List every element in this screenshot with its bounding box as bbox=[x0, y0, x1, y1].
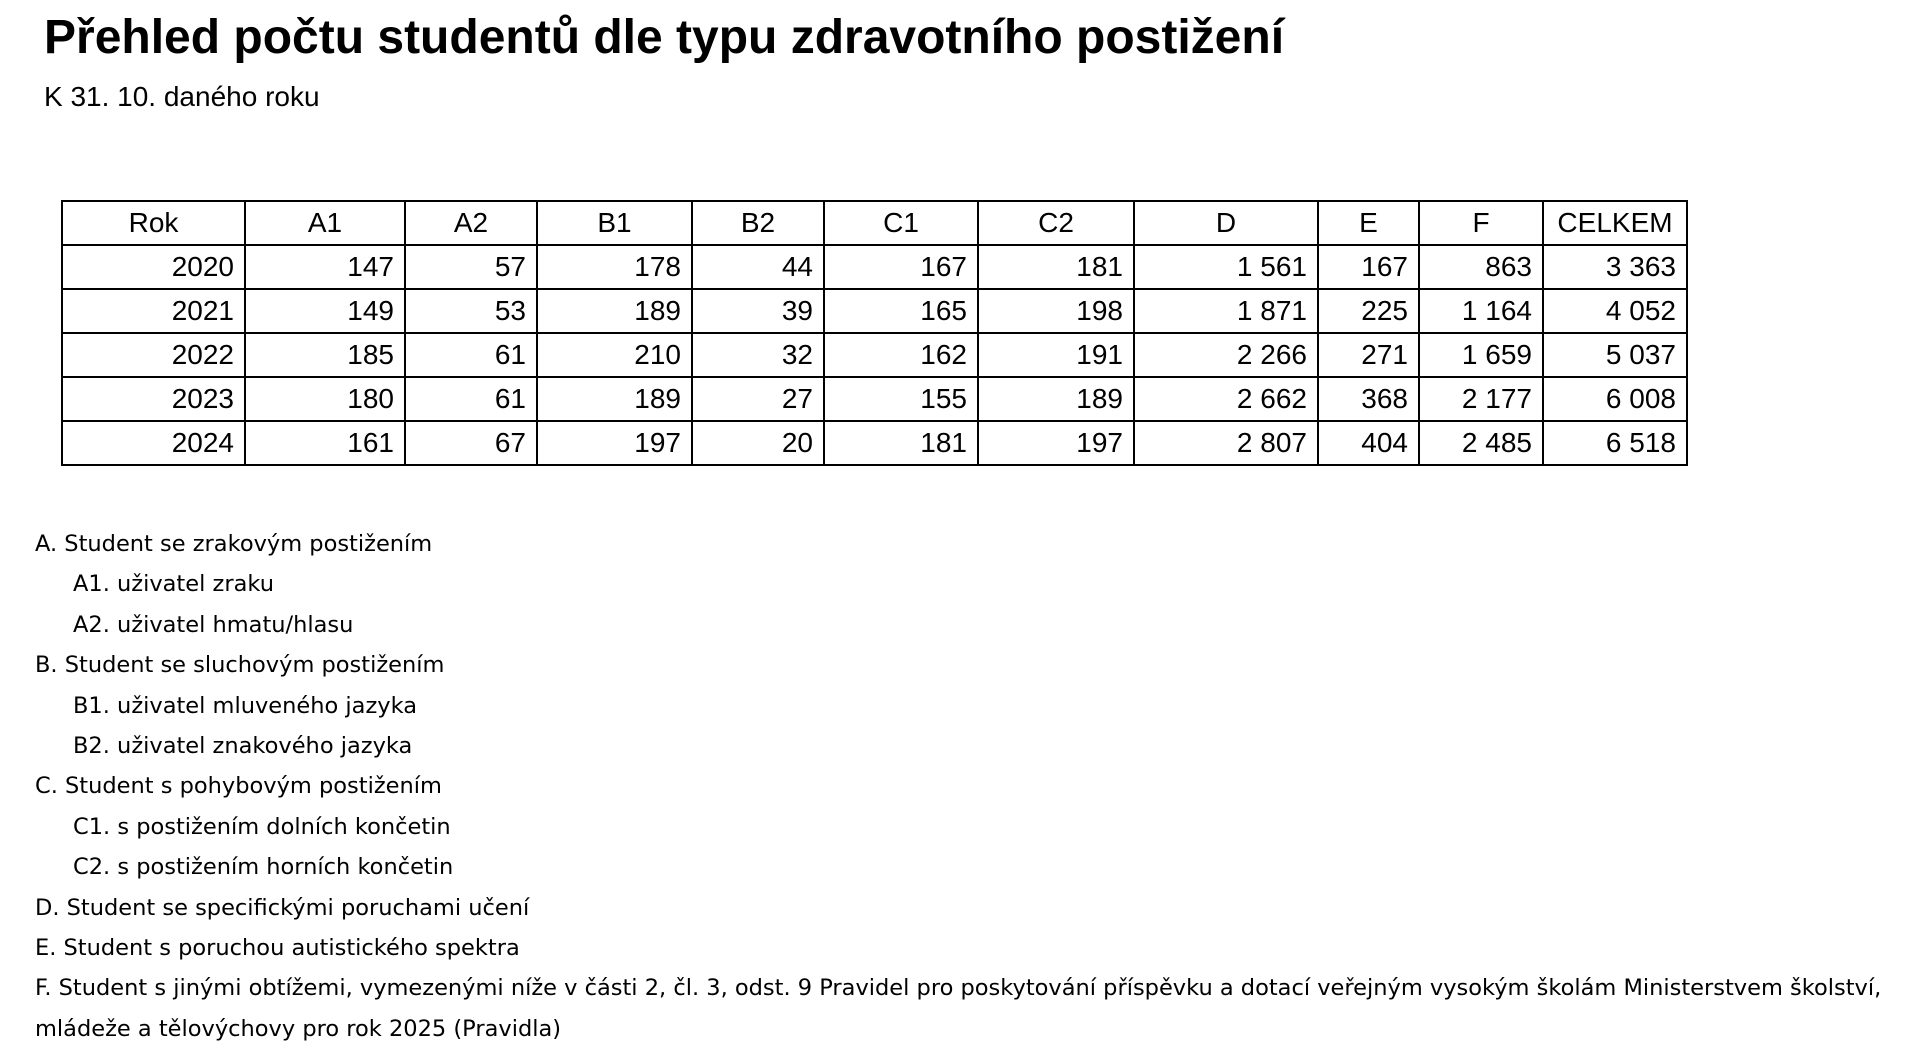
table-row bbox=[62, 421, 1687, 465]
table-header bbox=[62, 201, 1687, 245]
value-cell: 197 bbox=[978, 421, 1134, 465]
year-cell: 2023 bbox=[62, 377, 245, 421]
value-cell: 2 177 bbox=[1419, 377, 1543, 421]
page-title: Přehled počtu studentů dle typu zdravotního postižení bbox=[44, 11, 1285, 64]
value-cell: 181 bbox=[824, 421, 978, 465]
column-header: D bbox=[1134, 201, 1318, 245]
value-cell: 165 bbox=[824, 289, 978, 333]
legend-item: D. Student se specifickými poruchami učení bbox=[35, 894, 530, 921]
legend-item: A1. uživatel zraku bbox=[73, 571, 274, 598]
value-cell: 189 bbox=[537, 377, 692, 421]
value-cell: 1 164 bbox=[1419, 289, 1543, 333]
value-cell: 3 363 bbox=[1543, 245, 1687, 289]
value-cell: 1 561 bbox=[1134, 245, 1318, 289]
value-cell: 39 bbox=[692, 289, 824, 333]
column-header: C2 bbox=[978, 201, 1134, 245]
year-cell: 2020 bbox=[62, 245, 245, 289]
value-cell: 67 bbox=[405, 421, 537, 465]
value-cell: 61 bbox=[405, 377, 537, 421]
value-cell: 2 662 bbox=[1134, 377, 1318, 421]
value-cell: 189 bbox=[537, 289, 692, 333]
legend bbox=[35, 524, 1915, 1049]
value-cell: 44 bbox=[692, 245, 824, 289]
legend-item: C1. s postižením dolních končetin bbox=[73, 813, 451, 840]
value-cell: 57 bbox=[405, 245, 537, 289]
header-row bbox=[62, 201, 1687, 245]
column-header: B1 bbox=[537, 201, 692, 245]
value-cell: 2 807 bbox=[1134, 421, 1318, 465]
year-cell: 2022 bbox=[62, 333, 245, 377]
value-cell: 162 bbox=[824, 333, 978, 377]
value-cell: 197 bbox=[537, 421, 692, 465]
year-cell: 2021 bbox=[62, 289, 245, 333]
value-cell: 271 bbox=[1318, 333, 1419, 377]
column-header: B2 bbox=[692, 201, 824, 245]
value-cell: 181 bbox=[978, 245, 1134, 289]
value-cell: 147 bbox=[245, 245, 405, 289]
value-cell: 191 bbox=[978, 333, 1134, 377]
value-cell: 178 bbox=[537, 245, 692, 289]
legend-item: C2. s postižením horních končetin bbox=[73, 854, 454, 881]
value-cell: 1 659 bbox=[1419, 333, 1543, 377]
value-cell: 161 bbox=[245, 421, 405, 465]
legend-item: C. Student s pohybovým postižením bbox=[35, 773, 442, 800]
legend-item: F. Student s jinými obtížemi, vymezenými níže v části 2, čl. 3, odst. 9 Pravidel pro poskytování příspěvku a dotací veřejným vysokým školám Ministerstvem školství, mládeže a tělovýchovy pro rok 2025 (Pravidla) bbox=[35, 975, 1882, 1042]
value-cell: 32 bbox=[692, 333, 824, 377]
value-cell: 4 052 bbox=[1543, 289, 1687, 333]
column-header: Rok bbox=[62, 201, 245, 245]
value-cell: 180 bbox=[245, 377, 405, 421]
column-header: A2 bbox=[405, 201, 537, 245]
legend-item: B. Student se sluchovým postižením bbox=[35, 652, 445, 679]
column-header: F bbox=[1419, 201, 1543, 245]
value-cell: 225 bbox=[1318, 289, 1419, 333]
value-cell: 404 bbox=[1318, 421, 1419, 465]
value-cell: 210 bbox=[537, 333, 692, 377]
students-table bbox=[61, 200, 1688, 466]
value-cell: 198 bbox=[978, 289, 1134, 333]
value-cell: 2 266 bbox=[1134, 333, 1318, 377]
column-header: A1 bbox=[245, 201, 405, 245]
legend-item: A. Student se zrakovým postižením bbox=[35, 531, 433, 557]
value-cell: 189 bbox=[978, 377, 1134, 421]
table-row bbox=[62, 377, 1687, 421]
legend-item: A2. uživatel hmatu/hlasu bbox=[73, 611, 354, 638]
value-cell: 155 bbox=[824, 377, 978, 421]
value-cell: 167 bbox=[824, 245, 978, 289]
table-row bbox=[62, 245, 1687, 289]
value-cell: 1 871 bbox=[1134, 289, 1318, 333]
column-header: C1 bbox=[824, 201, 978, 245]
value-cell: 6 518 bbox=[1543, 421, 1687, 465]
year-cell: 2024 bbox=[62, 421, 245, 465]
value-cell: 2 485 bbox=[1419, 421, 1543, 465]
value-cell: 20 bbox=[692, 421, 824, 465]
value-cell: 149 bbox=[245, 289, 405, 333]
table-row bbox=[62, 289, 1687, 333]
value-cell: 167 bbox=[1318, 245, 1419, 289]
value-cell: 61 bbox=[405, 333, 537, 377]
column-header: CELKEM bbox=[1543, 201, 1687, 245]
value-cell: 53 bbox=[405, 289, 537, 333]
legend-item: B1. uživatel mluveného jazyka bbox=[73, 692, 418, 719]
legend-item: E. Student s poruchou autistického spektra bbox=[35, 935, 520, 962]
value-cell: 185 bbox=[245, 333, 405, 377]
value-cell: 27 bbox=[692, 377, 824, 421]
legend-item: B2. uživatel znakového jazyka bbox=[73, 733, 413, 760]
column-header: E bbox=[1318, 201, 1419, 245]
page-subtitle: K 31. 10. daného roku bbox=[44, 81, 320, 112]
value-cell: 6 008 bbox=[1543, 377, 1687, 421]
value-cell: 5 037 bbox=[1543, 333, 1687, 377]
value-cell: 368 bbox=[1318, 377, 1419, 421]
value-cell: 863 bbox=[1419, 245, 1543, 289]
table-row bbox=[62, 333, 1687, 377]
table-body bbox=[62, 245, 1687, 465]
